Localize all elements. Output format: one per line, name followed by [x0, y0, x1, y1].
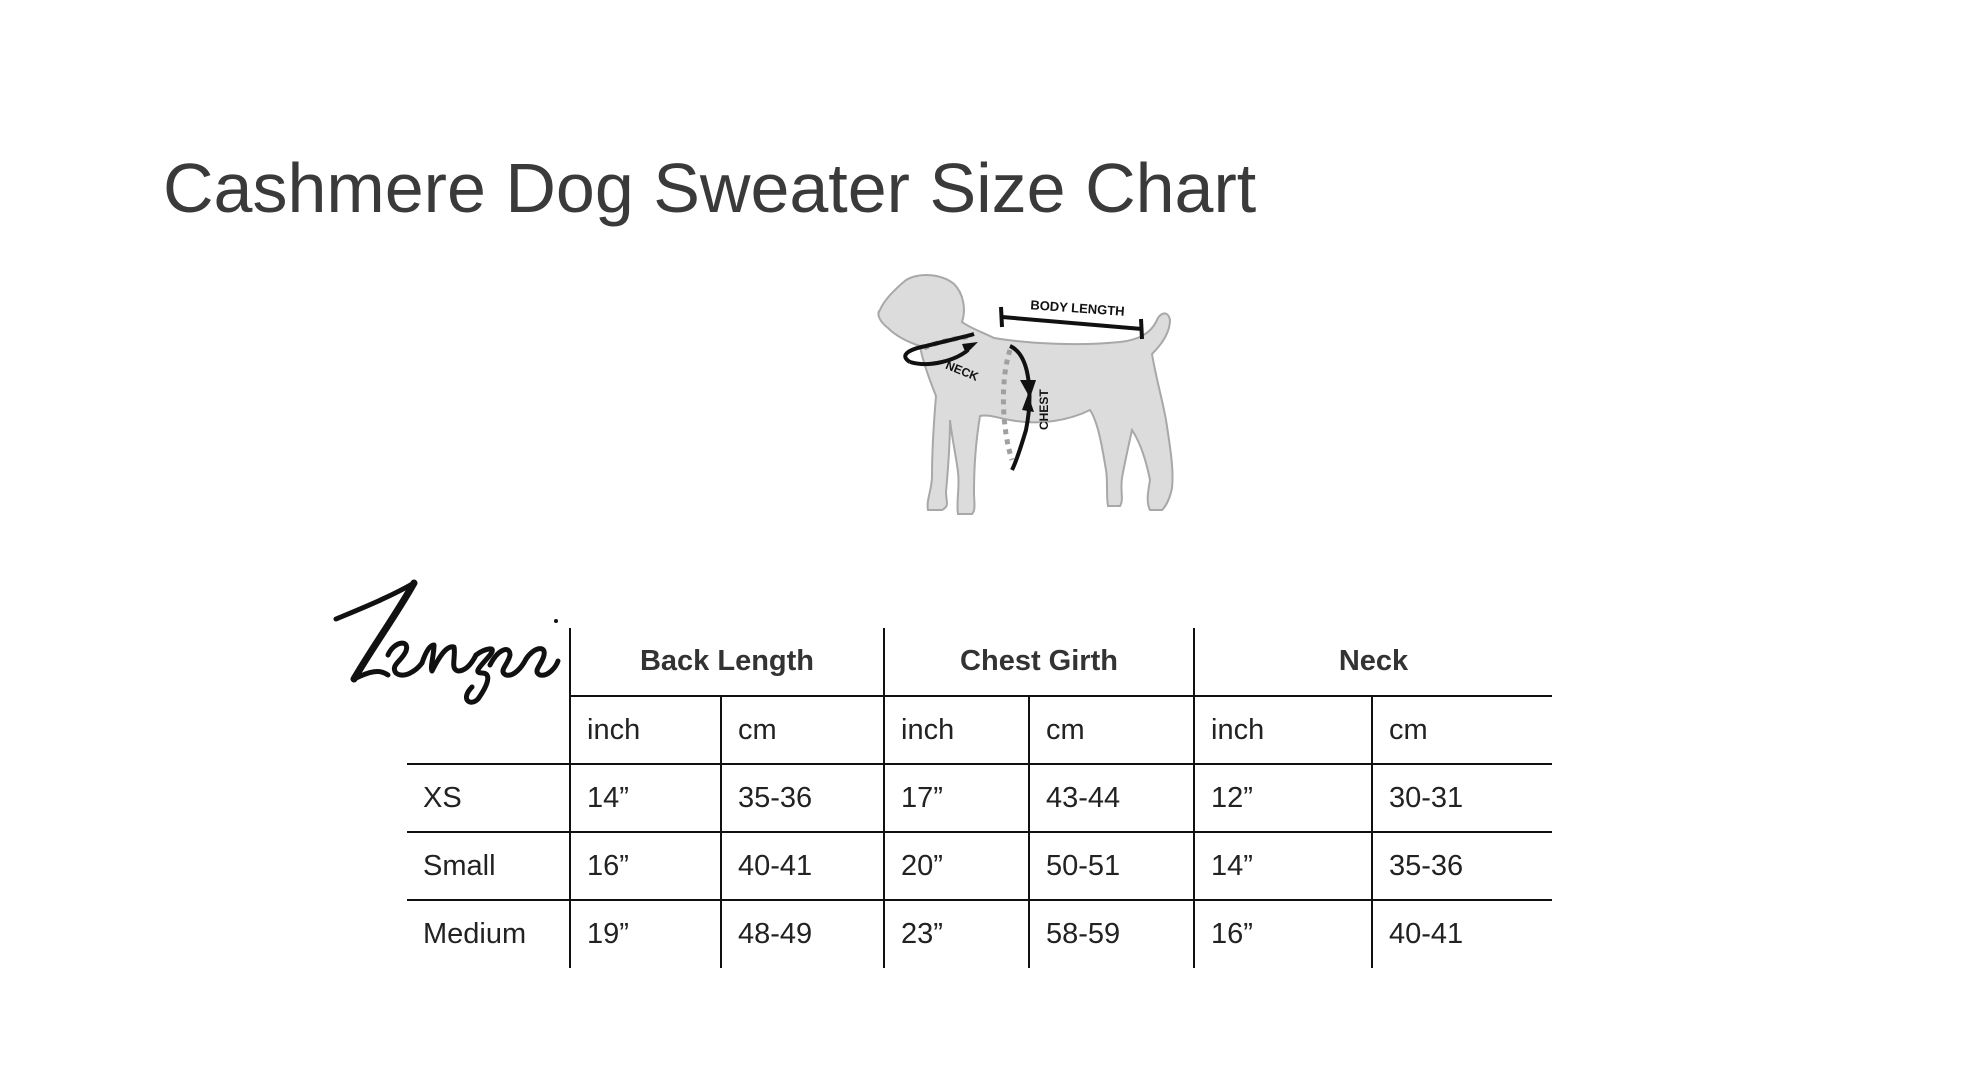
neck-label: NECK [943, 358, 981, 384]
size-label: XS [407, 764, 570, 832]
size-label: Medium [407, 900, 570, 968]
table-row [407, 764, 1552, 832]
group-header-row [407, 628, 1552, 696]
size-table [407, 628, 1552, 968]
table-cell: 35-36 [721, 764, 884, 832]
table-cell: 16” [1194, 900, 1372, 968]
table-cell: 14” [570, 764, 721, 832]
table-cell: 17” [884, 764, 1029, 832]
table-cell: 23” [884, 900, 1029, 968]
page-title: Cashmere Dog Sweater Size Chart [163, 149, 1257, 227]
table-cell: 48-49 [721, 900, 884, 968]
table-cell: 20” [884, 832, 1029, 900]
table-cell: 43-44 [1029, 764, 1194, 832]
table-cell: 16” [570, 832, 721, 900]
table-cell: 35-36 [1372, 832, 1552, 900]
unit-header: cm [721, 696, 884, 764]
corner-cell [407, 696, 570, 764]
corner-cell [407, 628, 570, 696]
unit-header: cm [1372, 696, 1552, 764]
unit-header-row [407, 696, 1552, 764]
unit-header: inch [884, 696, 1029, 764]
table-row [407, 832, 1552, 900]
table-cell: 40-41 [1372, 900, 1552, 968]
table-cell: 14” [1194, 832, 1372, 900]
group-header-chest-girth: Chest Girth [884, 628, 1194, 696]
unit-header: inch [570, 696, 721, 764]
dog-silhouette [878, 275, 1172, 514]
group-header-back-length: Back Length [570, 628, 884, 696]
table-cell: 58-59 [1029, 900, 1194, 968]
table-cell: 50-51 [1029, 832, 1194, 900]
dog-measurement-diagram [870, 270, 1220, 580]
unit-header: cm [1029, 696, 1194, 764]
table-cell: 30-31 [1372, 764, 1552, 832]
table-row [407, 900, 1552, 968]
size-label: Small [407, 832, 570, 900]
unit-header: inch [1194, 696, 1372, 764]
body-length-label: BODY LENGTH [1029, 297, 1126, 319]
table-cell: 40-41 [721, 832, 884, 900]
table-cell: 12” [1194, 764, 1372, 832]
chest-label: CHEST [1037, 389, 1051, 430]
table-cell: 19” [570, 900, 721, 968]
group-header-neck: Neck [1194, 628, 1552, 696]
